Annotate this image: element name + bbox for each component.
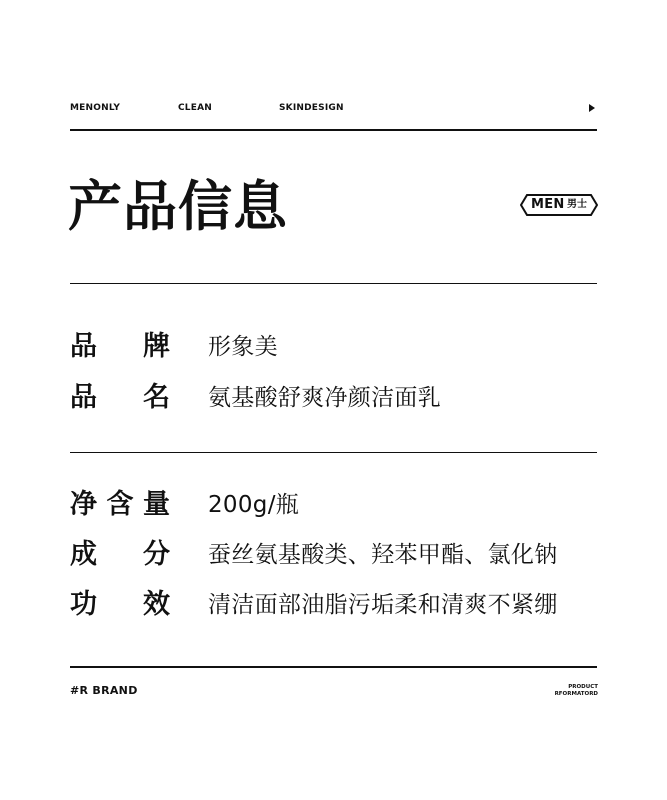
men-badge (520, 194, 598, 216)
label-net-content: 净含量 (70, 489, 170, 520)
footer-right-line1: PRODUCT (568, 684, 598, 690)
footer-right-line2: RFORMATORD (554, 691, 598, 697)
badge-cn-text: 男士 (567, 199, 587, 210)
badge-men-text: MEN (531, 197, 565, 212)
value-efficacy: 清洁面部油脂污垢柔和清爽不紧绷 (208, 592, 558, 618)
label-brand: 品牌 (70, 331, 170, 362)
value-net-content: 200g/瓶 (208, 492, 300, 518)
label-efficacy: 功效 (70, 589, 170, 620)
title-divider (70, 283, 597, 284)
section-divider (70, 452, 597, 453)
header-divider (70, 129, 597, 131)
footer-brand: #R BRAND (70, 684, 138, 697)
label-product-name: 品名 (70, 382, 170, 413)
footer-product-info (540, 684, 598, 698)
header-tag-clean: CLEAN (178, 103, 212, 113)
footer-divider (70, 666, 597, 668)
header-tag-skindesign: SKINDESIGN (279, 103, 344, 113)
page-title: 产品信息 (68, 175, 288, 238)
header-tag-menonly: MENONLY (70, 103, 121, 113)
play-arrow-icon (589, 104, 595, 112)
value-brand: 形象美 (208, 334, 278, 360)
value-ingredients: 蚕丝氨基酸类、羟苯甲酯、氯化钠 (208, 542, 558, 568)
value-product-name: 氨基酸舒爽净颜洁面乳 (208, 385, 441, 411)
label-ingredients: 成分 (70, 539, 170, 570)
